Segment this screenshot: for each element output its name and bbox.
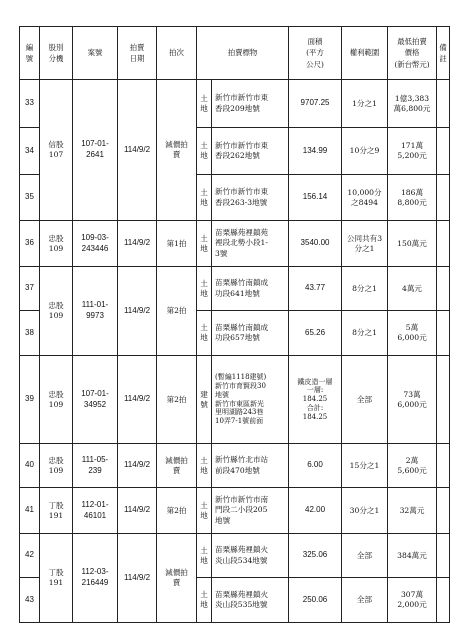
case-number: 111-05- 239	[73, 444, 118, 488]
rights-scope: 全部	[342, 356, 388, 444]
property-type: 土 地	[197, 444, 212, 488]
minimum-price: 171萬 5,200元	[388, 128, 437, 175]
note-cell	[437, 80, 450, 128]
minimum-price: 2萬 5,600元	[388, 444, 437, 488]
area-value: 156.14	[289, 175, 342, 221]
auction-date: 114/9/2	[118, 267, 157, 356]
row-number: 37	[20, 267, 40, 311]
row-number: 34	[20, 128, 40, 175]
auction-round: 第1拍	[157, 221, 197, 267]
auction-date: 114/9/2	[118, 80, 157, 221]
rights-scope: 全部	[342, 534, 388, 578]
auction-date: 114/9/2	[118, 356, 157, 444]
auction-round: 第2拍	[157, 488, 197, 534]
note-cell	[437, 488, 450, 534]
auction-date: 114/9/2	[118, 444, 157, 488]
area-value: 3540.00	[289, 221, 342, 267]
property-type: 土 地	[197, 534, 212, 578]
note-cell	[437, 267, 450, 311]
court-division: 忠股 109	[40, 267, 73, 356]
header-note: 備註	[437, 27, 450, 80]
property-type: 土 地	[197, 488, 212, 534]
header-price: 最低拍賣 價格 (新台幣元)	[388, 27, 437, 80]
property-target: 苗栗縣竹南鎮成 功段641地號	[212, 267, 289, 311]
property-target: 新竹縣竹北市站 前段470地號	[212, 444, 289, 488]
property-type: 土 地	[197, 311, 212, 356]
area-value: 65.26	[289, 311, 342, 356]
property-target: 新竹市新竹市東 香段262地號	[212, 128, 289, 175]
header-target: 拍賣標物	[197, 27, 289, 80]
rights-scope: 全部	[342, 578, 388, 623]
case-number: 111-01- 9973	[73, 267, 118, 356]
rights-scope: 1分之1	[342, 80, 388, 128]
row-number: 33	[20, 80, 40, 128]
note-cell	[437, 221, 450, 267]
property-type: 土 地	[197, 578, 212, 623]
minimum-price: 186萬 8,800元	[388, 175, 437, 221]
property-type: 土 地	[197, 80, 212, 128]
area-value: 43.77	[289, 267, 342, 311]
rights-scope: 10,000分 之8494	[342, 175, 388, 221]
note-cell	[437, 578, 450, 623]
table-row	[20, 534, 450, 578]
property-target: 新竹市新竹市東 香段263-3地號	[212, 175, 289, 221]
minimum-price: 5萬 6,000元	[388, 311, 437, 356]
minimum-price: 307萬 2,000元	[388, 578, 437, 623]
auction-round: 第2拍	[157, 356, 197, 444]
area-value: 250.06	[289, 578, 342, 623]
area-value: 9707.25	[289, 80, 342, 128]
property-target: 新竹市新竹市東 香段209地號	[212, 80, 289, 128]
row-number: 36	[20, 221, 40, 267]
property-target: 苗栗縣苑裡鎮苑 裡段北勢小段1- 3號	[212, 221, 289, 267]
property-type: 土 地	[197, 221, 212, 267]
row-number: 42	[20, 534, 40, 578]
auction-round: 減價拍 賣	[157, 80, 197, 221]
area-value: 42.00	[289, 488, 342, 534]
property-target: 新竹市新竹市南 門段二小段205 地號	[212, 488, 289, 534]
court-division: 丁股 191	[40, 534, 73, 623]
auction-date: 114/9/2	[118, 488, 157, 534]
property-type: 土 地	[197, 267, 212, 311]
note-cell	[437, 356, 450, 444]
header-case: 案號	[73, 27, 118, 80]
case-number: 107-01- 34952	[73, 356, 118, 444]
case-number: 109-03- 243446	[73, 221, 118, 267]
court-division: 丁股 191	[40, 488, 73, 534]
row-number: 40	[20, 444, 40, 488]
row-number: 38	[20, 311, 40, 356]
auction-round: 第2拍	[157, 267, 197, 356]
auction-round: 減價拍 賣	[157, 534, 197, 623]
auction-date: 114/9/2	[118, 534, 157, 623]
minimum-price: 1億3,383 萬6,800元	[388, 80, 437, 128]
property-target: 苗栗縣苑裡鎮火 炎山段535地號	[212, 578, 289, 623]
area-value: 6.00	[289, 444, 342, 488]
rights-scope: 15分之1	[342, 444, 388, 488]
table-row	[20, 221, 450, 267]
auction-table	[19, 26, 450, 623]
note-cell	[437, 175, 450, 221]
table-row	[20, 267, 450, 311]
rights-scope: 10分之9	[342, 128, 388, 175]
property-target: 苗栗縣苑裡鎮火 炎山段534地號	[212, 534, 289, 578]
court-division: 信股 107	[40, 80, 73, 221]
header-round: 拍次	[157, 27, 197, 80]
minimum-price: 150萬元	[388, 221, 437, 267]
row-number: 39	[20, 356, 40, 444]
row-number: 43	[20, 578, 40, 623]
note-cell	[437, 128, 450, 175]
rights-scope: 8分之1	[342, 311, 388, 356]
area-value: 325.06	[289, 534, 342, 578]
row-number: 35	[20, 175, 40, 221]
header-no: 編 號	[20, 27, 40, 80]
table-row	[20, 444, 450, 488]
table-row	[20, 488, 450, 534]
header-rights: 權利範圍	[342, 27, 388, 80]
property-target: (暫編1118建號) 新竹市育賢段30 地號 新竹市東區新光 里明湖路243巷 10弄7-1號前面	[212, 356, 289, 444]
header-row	[20, 27, 450, 80]
header-court: 股別 分機	[40, 27, 73, 80]
property-type: 建 號	[197, 356, 212, 444]
case-number: 112-03- 216449	[73, 534, 118, 623]
court-division: 忠股 109	[40, 356, 73, 444]
auction-round: 減價拍 賣	[157, 444, 197, 488]
area-value: 134.99	[289, 128, 342, 175]
auction-date: 114/9/2	[118, 221, 157, 267]
minimum-price: 4萬元	[388, 267, 437, 311]
case-number: 112-01- 46101	[73, 488, 118, 534]
rights-scope: 公同共有3 分之1	[342, 221, 388, 267]
table-row	[20, 80, 450, 128]
property-type: 土 地	[197, 128, 212, 175]
header-area: 面積 (平方 公尺)	[289, 27, 342, 80]
area-value: 鐵皮造一層 一層: 184.25 合計: 184.25	[289, 356, 342, 444]
court-division: 忠股 109	[40, 444, 73, 488]
property-type: 土 地	[197, 175, 212, 221]
table-row	[20, 356, 450, 444]
minimum-price: 32萬元	[388, 488, 437, 534]
note-cell	[437, 534, 450, 578]
row-number: 41	[20, 488, 40, 534]
court-division: 忠股 109	[40, 221, 73, 267]
header-date: 拍賣 日期	[118, 27, 157, 80]
property-target: 苗栗縣竹南鎮成 功段657地號	[212, 311, 289, 356]
note-cell	[437, 311, 450, 356]
minimum-price: 384萬元	[388, 534, 437, 578]
minimum-price: 73萬 6,000元	[388, 356, 437, 444]
note-cell	[437, 444, 450, 488]
rights-scope: 30分之1	[342, 488, 388, 534]
case-number: 107-01- 2641	[73, 80, 118, 221]
rights-scope: 8分之1	[342, 267, 388, 311]
